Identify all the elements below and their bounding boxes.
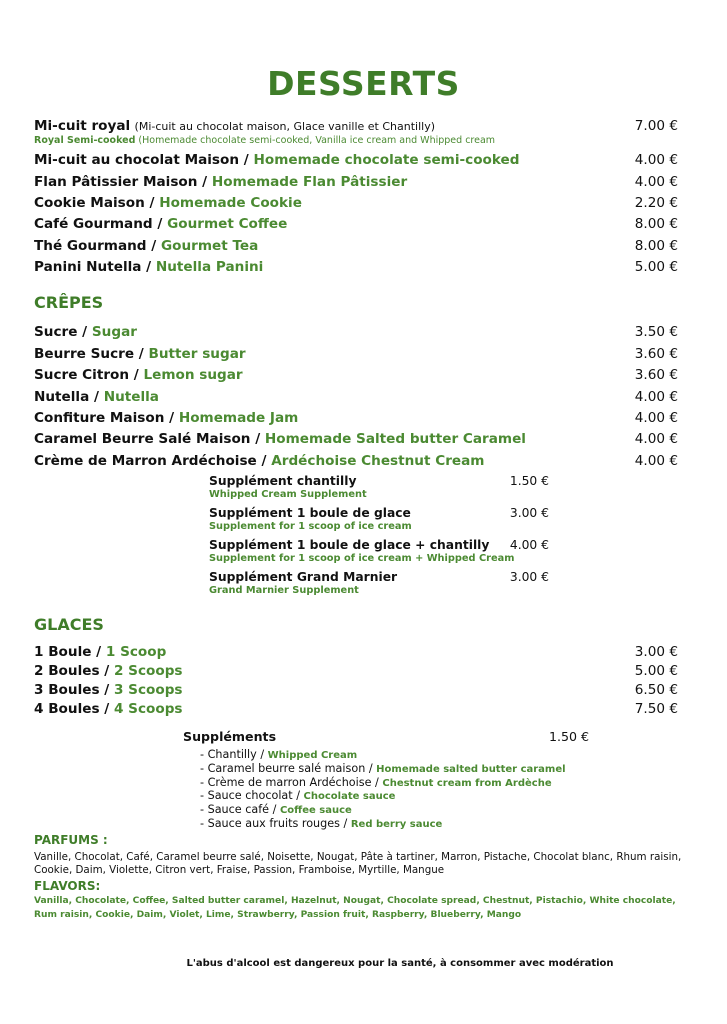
supplement-price: 3.00 € [509,506,549,520]
item-name: Café Gourmand / [34,216,168,232]
item-price: 3.00 € [634,644,678,660]
supplement-name: Supplément 1 boule de glace + chantilly [209,538,490,552]
item-english: Butter sugar [148,346,246,362]
item-english: Homemade Salted butter Caramel [264,431,526,447]
alcohol-notice: L'abus d'alcool est dangereux pour la santé, à consommer avec modération [186,958,614,969]
glace-supplement-item [200,776,552,789]
glace-supplements-price: 1.50 € [548,729,589,744]
supplement-english: Supplement for 1 scoop of ice cream + Whipped Cream [209,553,515,564]
item-english: Chestnut cream from Ardèche [382,778,552,789]
supplement-english: Grand Marnier Supplement [209,585,359,596]
menu-item [34,682,678,702]
menu-item [34,644,678,664]
supplement-item [209,506,549,536]
menu-item [34,410,678,430]
item-english: Homemade Jam [178,410,299,426]
parfums-list: Vanille, Chocolat, Café, Caramel beurre salé, Noisette, Nougat, Pâte à tartiner, Marron, Pistache, Chocolat blanc, Rhum raisin, Cookie, Daim, Violette, Citron vert, Fraise, Passion, Framboise, Myrtille, Mangue [34,851,682,876]
section-title-crepes: CRÊPES [34,293,104,312]
item-name: Mi-cuit royal [34,118,131,134]
menu-item [34,324,678,344]
item-name: 1 Boule / [34,644,106,660]
item-price: 4.00 € [634,410,678,426]
supplement-price: 4.00 € [509,538,549,552]
item-name: Confiture Maison / [34,410,179,426]
item-name: - Caramel beurre salé maison / [200,762,377,775]
supplement-item [209,474,549,504]
menu-item [34,367,678,387]
item-english: Nutella Panini [155,259,264,275]
menu-item [34,238,678,258]
item-name: Sucre Citron / [34,367,144,383]
item-description: (Mi-cuit au chocolat maison, Glace vanille et Chantilly) [134,120,436,133]
item-name: Beurre Sucre / [34,346,149,362]
item-english: Lemon sugar [143,367,243,383]
item-price: 3.60 € [634,367,678,383]
supplement-price: 3.00 € [509,570,549,584]
menu-item [34,174,678,194]
item-price: 5.00 € [634,259,678,275]
flavors-list: Vanilla, Chocolate, Coffee, Salted butter caramel, Hazelnut, Nougat, Chocolate spread, Chestnut, Pistachio, White chocolate, Rum raisin, Cookie, Daim, Violet, Lime, Strawberry, Passion fruit, Raspberry, Blueberry, Mango [34,896,676,920]
item-english: Homemade chocolate semi-cooked [253,152,520,168]
menu-item [34,453,678,473]
glace-supplement-item [200,748,357,761]
item-price: 8.00 € [634,216,678,232]
supplement-english: Whipped Cream Supplement [209,489,367,500]
item-name: - Sauce café / [200,803,280,816]
item-english: Gourmet Tea [160,238,259,254]
item-name: 3 Boules / [34,682,114,698]
menu-item [34,663,678,683]
menu-item [34,152,678,172]
item-price: 6.50 € [634,682,678,698]
item-price: 4.00 € [634,453,678,469]
menu-title: DESSERTS [267,64,460,103]
item-english: Red berry sauce [350,819,443,830]
item-english: 1 Scoop [105,644,167,660]
item-english-name: Royal Semi-cooked [34,135,136,146]
menu-item [34,346,678,366]
item-english: 2 Scoops [113,663,183,679]
item-price: 7.50 € [634,701,678,717]
glace-supplements-title: Suppléments [183,729,277,744]
item-price: 3.50 € [634,324,678,340]
item-name: Mi-cuit au chocolat Maison / [34,152,254,168]
menu-item [34,701,678,721]
menu-item [34,216,678,236]
item-price: 3.60 € [634,346,678,362]
item-name: Flan Pâtissier Maison / [34,174,212,190]
glace-supplement-item [200,803,352,816]
item-name: Cookie Maison / [34,195,160,211]
menu-item [34,195,678,215]
item-name: - Sauce chocolat / [200,789,304,802]
item-english: 3 Scoops [113,682,183,698]
item-english: Homemade salted butter caramel [376,764,566,775]
item-name: 4 Boules / [34,701,114,717]
item-english: Ardéchoise Chestnut Cream [271,453,485,469]
item-english-description: (Homemade chocolate semi-cooked, Vanilla ice cream and Whipped cream [138,135,496,146]
item-english: Whipped Cream [267,750,358,761]
item-english: Homemade Flan Pâtissier [211,174,408,190]
supplement-name: Supplément chantilly [209,474,357,488]
item-english: Homemade Cookie [159,195,302,211]
item-name: Sucre / [34,324,92,340]
item-price: 4.00 € [634,431,678,447]
supplement-price: 1.50 € [509,474,549,488]
parfums-title: PARFUMS : [34,833,108,847]
item-english: Chocolate sauce [303,791,396,802]
item-name: Panini Nutella / [34,259,156,275]
item-price: 2.20 € [634,195,678,211]
item-name: - Sauce aux fruits rouges / [200,817,351,830]
item-english: Gourmet Coffee [167,216,288,232]
item-price: 4.00 € [634,389,678,405]
glace-supplement-item [200,817,442,830]
flavors-title: FLAVORS: [34,879,101,893]
item-name: Crème de Marron Ardéchoise / [34,453,272,469]
menu-item [34,389,678,409]
item-price: 8.00 € [634,238,678,254]
item-name: Thé Gourmand / [34,238,161,254]
item-english: 4 Scoops [113,701,183,717]
item-price: 5.00 € [634,663,678,679]
item-name: Nutella / [34,389,104,405]
item-english: Sugar [91,324,137,340]
item-name: - Chantilly / [200,748,268,761]
glace-supplement-item [200,762,566,775]
item-name: Caramel Beurre Salé Maison / [34,431,265,447]
item-name: - Crème de marron Ardéchoise / [200,776,383,789]
item-price: 4.00 € [634,174,678,190]
menu-item [34,259,678,279]
item-english: Coffee sauce [279,805,352,816]
glace-supplements-header [183,729,589,744]
supplement-english: Supplement for 1 scoop of ice cream [209,521,412,532]
supplement-item [209,570,549,600]
menu-item [34,431,678,451]
menu-item-mi-cuit-royal-english [34,135,495,146]
item-price: 4.00 € [634,152,678,168]
supplement-name: Supplément Grand Marnier [209,570,398,584]
item-price: 7.00 € [634,118,678,134]
section-title-glaces: GLACES [34,615,104,634]
glace-supplement-item [200,789,395,802]
item-english: Nutella [103,389,159,405]
supplement-name: Supplément 1 boule de glace [209,506,411,520]
supplement-item [209,538,549,568]
item-name: 2 Boules / [34,663,114,679]
